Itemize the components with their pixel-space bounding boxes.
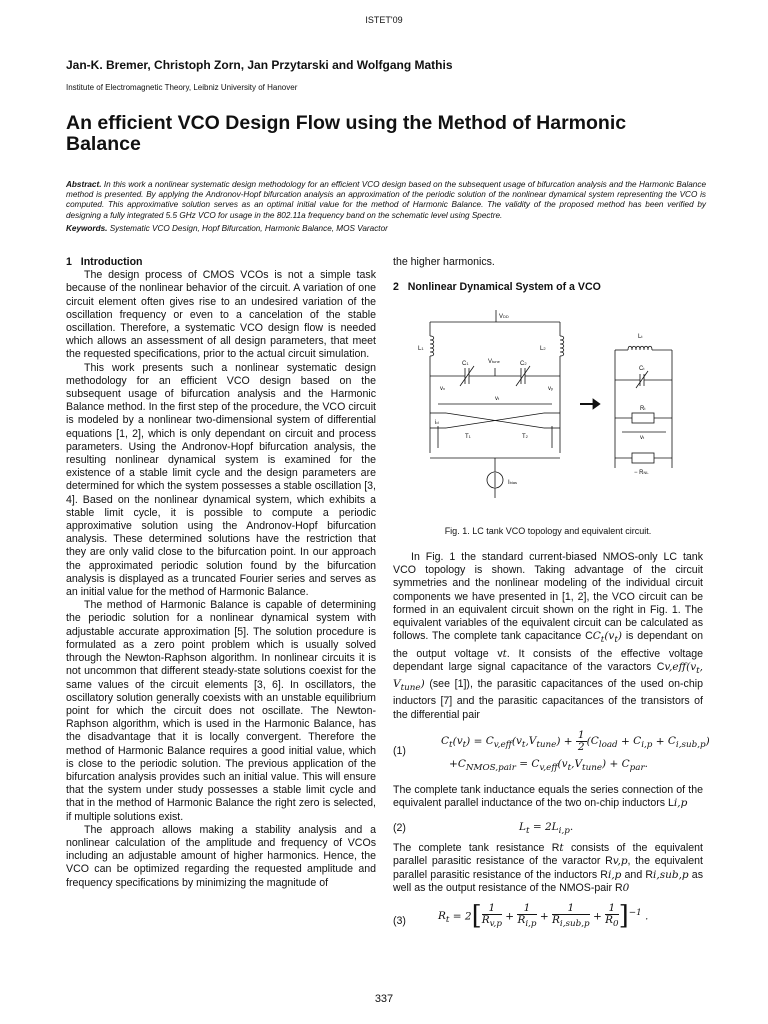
- t2-label: T2: [522, 434, 528, 440]
- abstract: [66, 180, 706, 221]
- equiv-inductor: [628, 346, 652, 350]
- equiv-resistor: [632, 413, 654, 423]
- c1-label: C1: [462, 361, 469, 367]
- section-1-heading: 1 Introduction: [66, 256, 143, 268]
- inductor-l2: [560, 336, 564, 356]
- inductor-l1: [430, 336, 434, 356]
- vtune-label: Vtune: [488, 359, 500, 365]
- l2-label: L2: [540, 346, 546, 352]
- paper-title: An efficient VCO Design Flow using the Method of Harmonic Balance: [66, 112, 627, 155]
- l1-label: L1: [418, 346, 424, 352]
- continuation-text: the higher harmonics.: [393, 256, 495, 268]
- page-number: 337: [374, 993, 394, 1005]
- vt-label: vt: [495, 396, 500, 402]
- vt2-label: vt: [640, 435, 645, 441]
- paragraph: In Fig. 1 the standard current-biased NMOS-only LC tank VCO topology is shown. Taking advantage of the circuit symmetries and the nonlinear modeling of the individual circuit components we have presented in [1, 2], the VCO circuit can be formed in an equivalent circuit shown on the right in Fig. 1. The equivalent variables of the equivalent circuit can be calculated as follows. The complete tank capacitance $CC_t(v_t)$ is dependant on the output voltage vt. It consists of the effective voltage dependant large signal capacitance of the varactors $Cv,eff(v_t$, $V_{tune}$) (see [1]), the parasitic capacitances of the used on-chip inductors [7] and the parasitic capacitances of the transistors of the differential pair: [393, 551, 703, 721]
- vco-circuit-figure: [410, 308, 680, 508]
- right-column-body: [393, 551, 710, 945]
- keywords-text: Systematic VCO Design, Hopf Bifurcation, Harmonic Balance, MOS Varactor: [109, 224, 388, 233]
- ibias-label: Ibias: [508, 480, 518, 486]
- abstract-label: Abstract.: [66, 180, 102, 189]
- keywords-label: Keywords.: [66, 224, 108, 233]
- left-column: [66, 256, 376, 890]
- equation-3: (3) $R_t = 2$[ $\frac{1}{R_{v,p}}$ + $\frac{1}{R_{i,p}}$ + $\frac{1}{R_{i,sub,p}}$ + $\frac{1}{R_0}$ ]$^{-1}$ .: [393, 900, 649, 931]
- rt-label: Rt: [640, 406, 646, 412]
- section-2-heading: 2 Nonlinear Dynamical System of a VCO: [393, 281, 601, 294]
- rnl-label: − RNL: [634, 470, 649, 476]
- t1-label: T1: [465, 434, 471, 440]
- ct-label: Ct: [639, 366, 645, 372]
- paragraph: The design process of CMOS VCOs is not a simple task because of the nonlinear behavior of the circuit. A variation of one circuit element often gives rise to an undesired variation of the oscillation frequency or even to a cancelation of the stable oscillation. Therefore, a systematic VCO design flow is needed which allows an assessment of all design parameters, that meet the requested specifications, prior to the actual circuit simulation.: [66, 269, 376, 361]
- vy-label: vy: [548, 386, 553, 392]
- right-column-top: [393, 256, 703, 294]
- paragraph: The approach allows making a stability analysis and a nonlinear calculation of the amplitude and frequency of VCOs including an adjustable amount of higher harmonics. Hence, the VCO can be optimized regarding the requested amplitude and frequency specifications by minimizing the magnitude of: [66, 823, 376, 889]
- id-label: id: [435, 420, 439, 426]
- paragraph: This work presents such a nonlinear systematic design methodology for an efficient VCO design based on the subsequent usage of bifurcation analysis and the Harmonic Balance method. In the first step of the procedure, the VCO circuit is modeled by a nonlinear two-dimensional system of differential equations [1, 2], which is only dependant on circuit and process parameters. Using the Andronov-Hopf bifurcation analysis, the resulting nonlinear dynamical system is examined for the existence of a stable limit cycle and the design parameters are determined for which the system possesses a stable oscillation [3, 4]. Based on the nonlinear dynamical system, which exhibits a stable limit cycle, it is possible to compute a periodic approximative solution using the Andronov-Hopf bifurcation analysis. These determined solutions have the restriction that they are only valid close to the bifurcation point. In our approach the approximated periodic solution found by the bifurcation analysis is displayed as a truncated Fourier series and serves as an initial value for the method of Harmonic Balance.: [66, 361, 376, 599]
- equation-1: (1) $C_t(v_t) = C_{v,eff}(v_t,V_{tune})$ + $\frac{1}{2}$ $(C_{load} + C_{i,p} + C_{i,sub,p})$ $+C_{NMOS,pair} = C_{v,eff}(v_t,V_{tune}) + C_{par}$.: [393, 728, 710, 773]
- paragraph: The method of Harmonic Balance is capable of determining the periodic solution for a nonlinear dynamical system with adjustable accurate approximation [5]. The solution procedure is formulated as a zero point problem which is usually solved through the Newton-Raphson algorithm. In nonlinear circuits it is not uncommon that different steady-state solutions coexist for the same values of the circuit elements [3, 6]. In oscillators, the oscillatory solution generally coexists with an unstable equilibrium point for which the circuit does not oscillate. The Newton-Raphson algorithm, which is used in the Harmonic Balance, has the disadvantage that it is locally convergent. Therefore the method of Harmonic Balance requires a good initial value, which is close to the periodic solution. The previous application of the bifurcation analysis provides such an initial value. This will ensure that the system under study possesses a stable limit cycle and that in the method of Harmonic Balance the right zero is selected, if multiple solutions exist.: [66, 599, 376, 823]
- authors: Jan-K. Bremer, Christoph Zorn, Jan Przytarski and Wolfgang Mathis: [66, 58, 453, 72]
- vdd-label: VDD: [499, 314, 509, 320]
- equation-2: (2) $L_t = 2L_{i,p}$.: [393, 821, 574, 837]
- paragraph: The complete tank inductance equals the series connection of the equivalent parallel inductance of the two on-chip inductors Li,p: [393, 783, 703, 809]
- equiv-negative-resistor: [632, 453, 654, 463]
- paragraph: The complete tank resistance Rt consists of the equivalent parallel parasitic resistance of the varactor Rv,p, the equivalent parallel parasitic resistance of the inductors Ri,p and Ri,sub,p as well as the output resistance of the NMOS-pair R0: [393, 842, 703, 894]
- c2-label: C2: [520, 361, 527, 367]
- keywords: [66, 224, 388, 233]
- affiliation: Institute of Electromagnetic Theory, Leibniz University of Hanover: [66, 83, 298, 92]
- abstract-text: In this work a nonlinear systematic design methodology for an efficient VCO design based on the subsequent usage of bifurcation analysis and the Harmonic Balance method is presented. By applying the Andronov-Hopf bifurcation analysis an approximation of the periodic solution of the nonlinear dynamical system representing the VCO is computed. This approximative solution serves as an optimal initial value for the method of Harmonic Balance. The validity of the proposed method has been verified by designing a fully integrated 5.5 GHz VCO for usage in the 802.11a frequency band on the schematic level using Spectre.: [66, 180, 706, 220]
- vx-label: vx: [440, 386, 445, 392]
- figure-caption: Fig. 1. LC tank VCO topology and equivalent circuit.: [444, 526, 652, 536]
- lt-label: Lt: [638, 334, 643, 340]
- running-header: ISTET'09: [365, 15, 403, 25]
